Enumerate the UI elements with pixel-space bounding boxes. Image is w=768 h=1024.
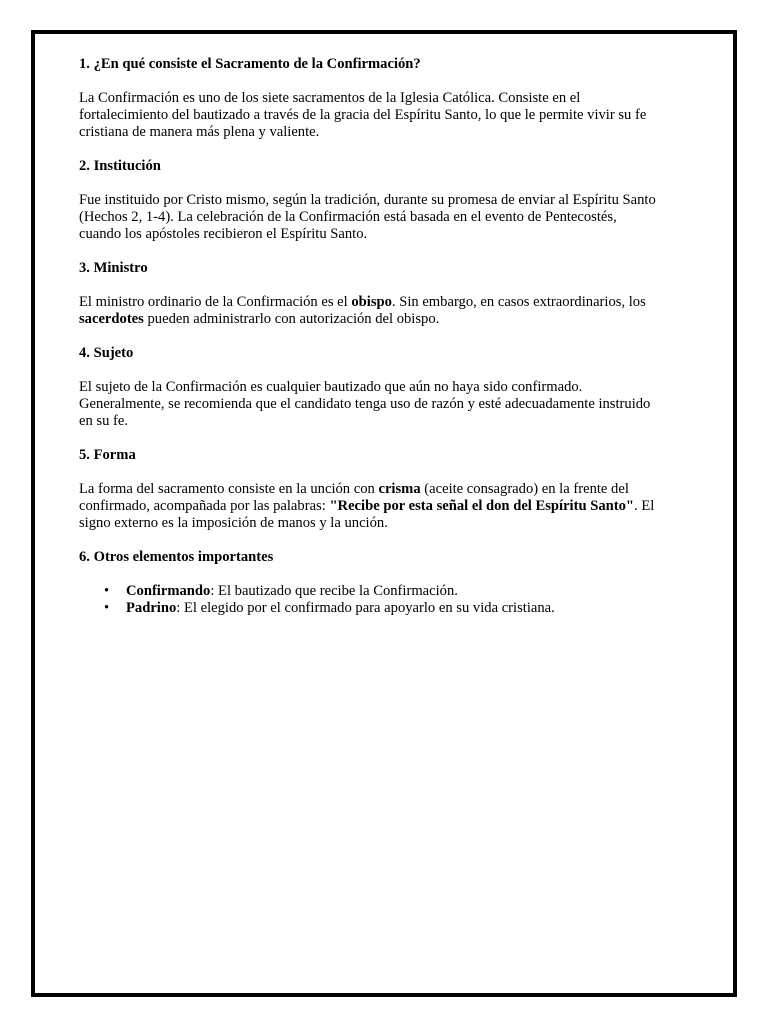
list-item	[104, 600, 659, 617]
section-paragraph: La Confirmación es uno de los siete sacramentos de la Iglesia Católica. Consiste en el fortalecimiento del bautizado a través de la gracia del Espíritu Santo, lo que le permite vivir su fe cristiana de manera más plena y valiente.	[79, 90, 647, 140]
text-run: . Sin embargo, en casos extraordinarios, los	[391, 294, 646, 310]
text-run: (aceite consagrado) en la frente del confirmado, acompañada por las palabras:	[79, 481, 629, 514]
section-heading: 6. Otros elementos importantes	[79, 549, 274, 565]
section-paragraph	[79, 294, 659, 328]
section-heading: 2. Institución	[79, 158, 161, 174]
section-heading: 1. ¿En qué consiste el Sacramento de la Confirmación?	[79, 56, 421, 72]
text-run: La forma del sacramento consiste en la unción con	[79, 481, 379, 497]
bullet-icon: •	[104, 600, 110, 616]
section-heading: 3. Ministro	[79, 260, 148, 276]
text-run: El ministro ordinario de la Confirmación es el	[79, 294, 352, 310]
elements-list	[79, 583, 659, 617]
document-body	[79, 56, 659, 617]
bold-run: sacerdotes	[79, 311, 144, 327]
text-run: pueden administrarlo con autorización del obispo.	[143, 311, 440, 327]
bold-run: crisma	[378, 481, 421, 497]
section-paragraph: Fue instituido por Cristo mismo, según la tradición, durante su promesa de enviar al Espíritu Santo (Hechos 2, 1-4). La celebración de la Confirmación está basada en el evento de Pentecostés, cuando los apóstoles recibieron el Espíritu Santo.	[79, 192, 656, 242]
list-term: Confirmando	[126, 583, 211, 599]
bullet-icon: •	[104, 583, 110, 599]
section-paragraph	[79, 481, 659, 532]
list-term: Padrino	[126, 600, 177, 616]
list-text: : El bautizado que recibe la Confirmación.	[210, 583, 458, 599]
text-run: . El signo externo es la imposición de manos y la unción.	[79, 498, 655, 531]
section-heading: 5. Forma	[79, 447, 136, 463]
bold-run: obispo	[351, 294, 392, 310]
list-text: : El elegido por el confirmado para apoyarlo en su vida cristiana.	[176, 600, 555, 616]
list-item	[104, 583, 659, 600]
section-paragraph: El sujeto de la Confirmación es cualquier bautizado que aún no haya sido confirmado. Generalmente, se recomienda que el candidato tenga uso de razón y esté adecuadamente instruido en su fe.	[79, 379, 651, 429]
section-heading: 4. Sujeto	[79, 345, 134, 361]
bold-run: "Recibe por esta señal el don del Espíritu Santo"	[329, 498, 635, 514]
